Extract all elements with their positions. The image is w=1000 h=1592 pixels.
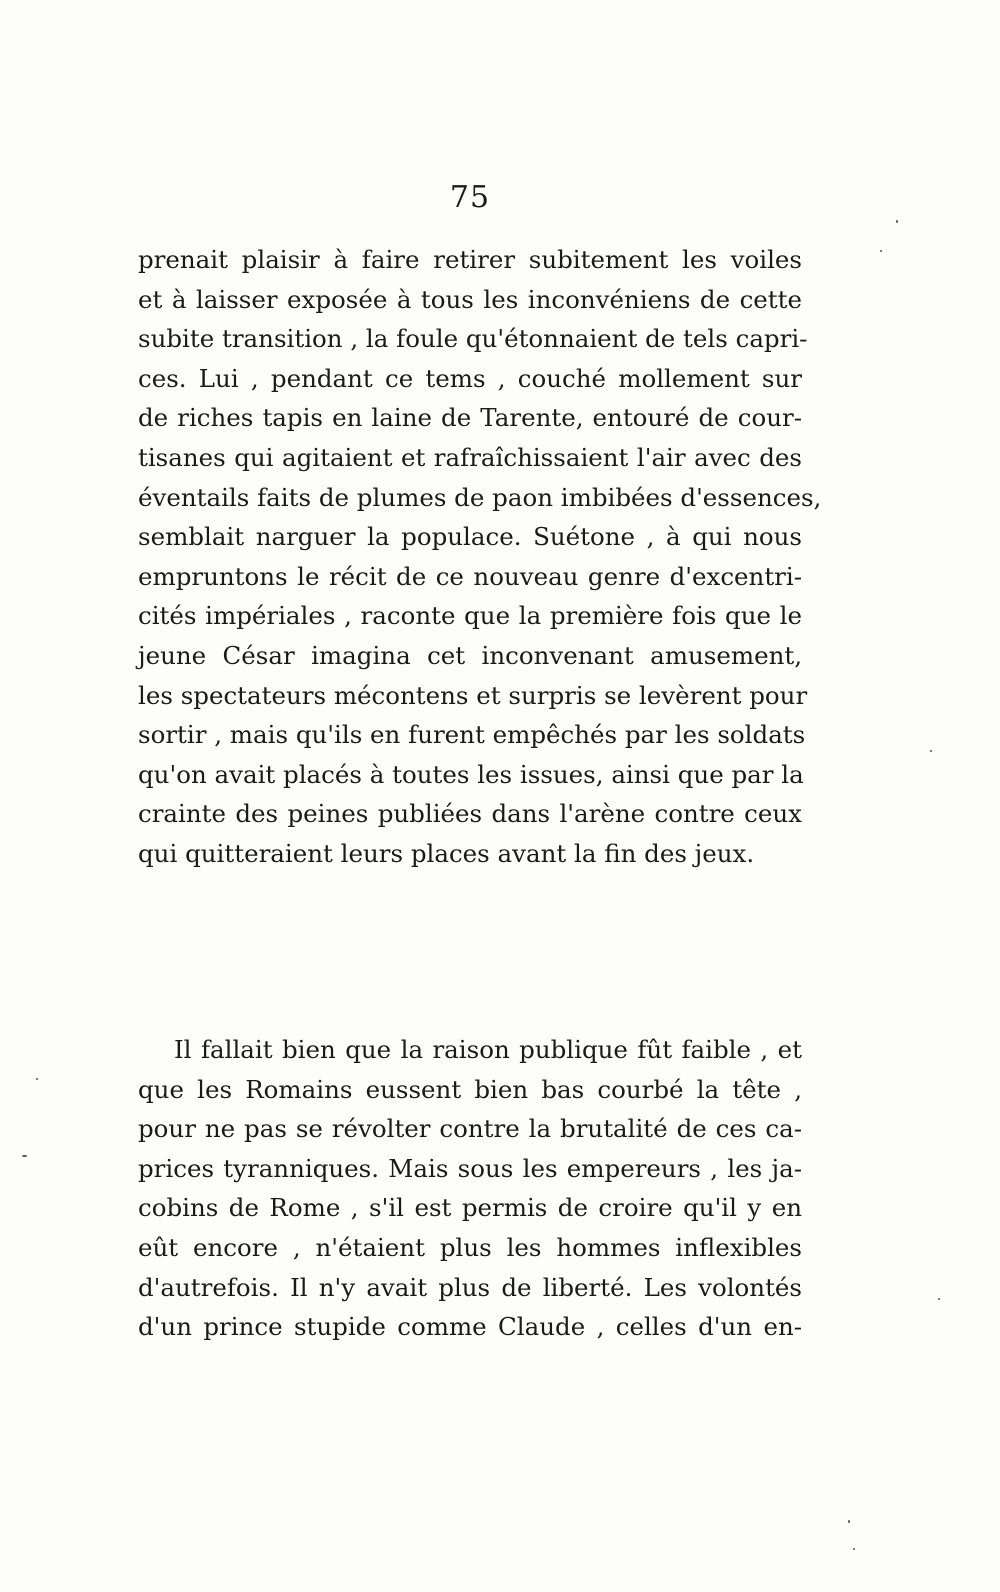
text-line: sortir , mais qu'ils en furent empêchés par les soldats <box>138 720 806 750</box>
text-line: prices tyranniques. Mais sous les empereurs , les ja- <box>138 1153 802 1183</box>
text-line: subite transition , la foule qu'étonnaient de tels capri- <box>138 324 808 354</box>
text-line: empruntons le récit de ce nouveau genre d'excentri- <box>138 561 802 591</box>
print-speck <box>896 220 898 223</box>
text-line: crainte des peines publiées dans l'arène contre ceux <box>138 799 802 829</box>
print-speck <box>22 1155 27 1157</box>
text-line: tisanes qui agitaient et rafraîchissaient l'air avec des <box>138 442 802 472</box>
text-line: d'un prince stupide comme Claude , celles d'un en- <box>138 1312 802 1342</box>
print-speck <box>880 250 882 252</box>
text-line: que les Romains eussent bien bas courbé la tête , <box>138 1074 802 1104</box>
print-speck <box>938 1298 940 1300</box>
paragraph-2 <box>138 1030 802 1347</box>
text-line: de riches tapis en laine de Tarente, entouré de cour- <box>138 403 802 433</box>
text-line: Il fallait bien que la raison publique fût faible , et <box>174 1035 802 1064</box>
print-speck <box>930 750 932 752</box>
text-line: eût encore , n'étaient plus les hommes inflexibles <box>138 1232 802 1262</box>
print-speck <box>853 1548 855 1550</box>
print-speck <box>36 1078 38 1080</box>
text-line: éventails faits de plumes de paon imbibées d'essences, <box>138 482 822 512</box>
paragraph-1 <box>138 240 822 874</box>
text-line: les spectateurs mécontens et surpris se levèrent pour <box>138 680 808 710</box>
text-line: qui quitteraient leurs places avant la fin des jeux. <box>138 838 755 868</box>
text-line: semblait narguer la populace. Suétone , à qui nous <box>138 522 802 552</box>
text-line: cités impériales , raconte que la première fois que le <box>138 601 802 631</box>
text-line: d'autrefois. Il n'y avait plus de liberté. Les volontés <box>138 1272 802 1302</box>
text-line: qu'on avait placés à toutes les issues, ainsi que par la <box>138 759 804 789</box>
print-speck <box>848 1520 850 1523</box>
text-line: jeune César imagina cet inconvenant amusement, <box>138 640 802 670</box>
text-line: prenait plaisir à faire retirer subitement les voiles <box>138 245 802 274</box>
text-line: cobins de Rome , s'il est permis de croire qu'il y en <box>138 1193 802 1223</box>
text-line: et à laisser exposée à tous les inconvéniens de cette <box>138 284 802 314</box>
page-number: 75 <box>449 180 491 215</box>
text-line: ces. Lui , pendant ce tems , couché mollement sur <box>138 363 802 393</box>
text-line: pour ne pas se révolter contre la brutalité de ces ca- <box>138 1114 802 1144</box>
